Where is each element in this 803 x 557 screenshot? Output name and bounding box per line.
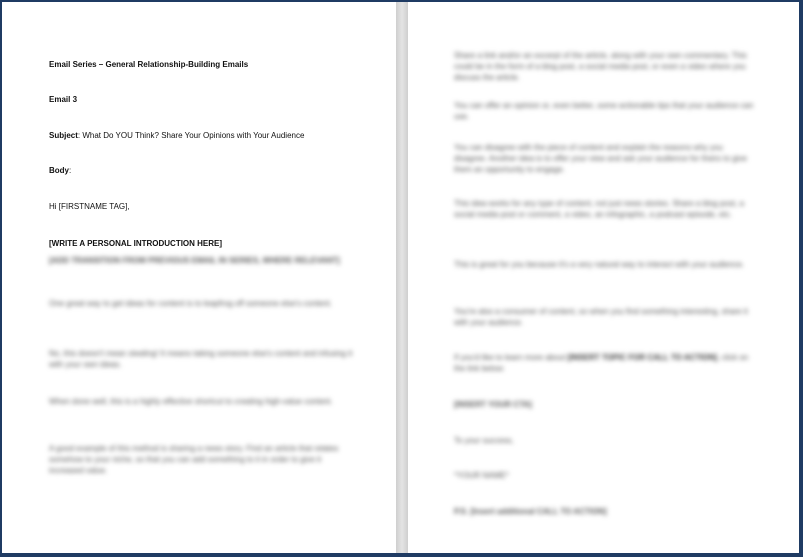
cta-paragraph [454,352,755,374]
subject-label: Subject [49,131,78,140]
page-gutter [396,2,408,553]
cta-placeholder: [INSERT YOUR CTA] [454,400,532,409]
right-paragraph-4: This idea works for any type of content, not just news stories. Share a blog post, a social media post or comment, a video, an infographic, a podcast episode, etc. [454,199,744,219]
name-placeholder: *YOUR NAME* [454,471,509,480]
right-paragraph-6: You're also a consumer of content, so when you find something interesting, share it with your audience. [454,307,748,327]
right-paragraph-1: Share a link and/or an excerpt of the article, along with your own commentary. This could be in the form of a blog post, a social media post, or even a video where you discuss the article. [454,51,747,82]
cta-intro: If you'd like to learn more about [454,353,566,362]
left-paragraph-1: One great way to get ideas for content is to leapfrog off someone else's content. [49,299,332,308]
document-viewer [2,2,799,553]
transition-placeholder: [ADD TRANSITION FROM PREVIOUS EMAIL IN SERIES, WHERE RELEVANT] [49,256,340,265]
body-label: Body [49,166,69,175]
document-page-right [408,2,799,553]
cta-outro: , click on the link below: [454,353,749,373]
subject-text: : What Do YOU Think? Share Your Opinions with Your Audience [77,131,305,140]
cta-topic-placeholder: [INSERT TOPIC FOR CALL TO ACTION] [567,353,718,362]
document-page-left [2,2,396,553]
right-paragraph-2: You can offer an opinion or, even better, some actionable tips that your audience can use. [454,101,754,121]
right-paragraph-3: You can disagree with the piece of content and explain the reasons why you disagree. Another idea is to offer your view and ask your audience for theirs to give them an opportunity to engage. [454,143,747,174]
left-paragraph-3: When done well, this is a highly effective shortcut to creating high-value content. [49,397,333,406]
email-number: Email 3 [49,95,78,104]
body-heading [49,165,356,176]
ps-line [454,506,755,517]
greeting: Hi [FIRSTNAME TAG], [49,202,130,211]
body-colon: : [69,166,72,175]
right-paragraph-5: This is great for you because it's a very natural way to interact with your audience. [454,260,745,269]
document-title: Email Series – General Relationship-Building Emails [49,60,249,69]
left-paragraph-4: A good example of this method is sharing a news story. Find an article that relates somehow to your niche, so that you can add something to it in order to give it increased value. [49,444,339,475]
signoff: To your success, [454,436,514,445]
intro-placeholder: [WRITE A PERSONAL INTRODUCTION HERE] [49,239,223,248]
ps-label: P.S. [454,507,469,516]
ps-text: [Insert additional CALL TO ACTION] [470,507,607,516]
left-paragraph-2: No, this doesn't mean stealing! It means taking someone else's content and infusing it with your own ideas. [49,349,353,369]
subject-line [49,130,356,141]
